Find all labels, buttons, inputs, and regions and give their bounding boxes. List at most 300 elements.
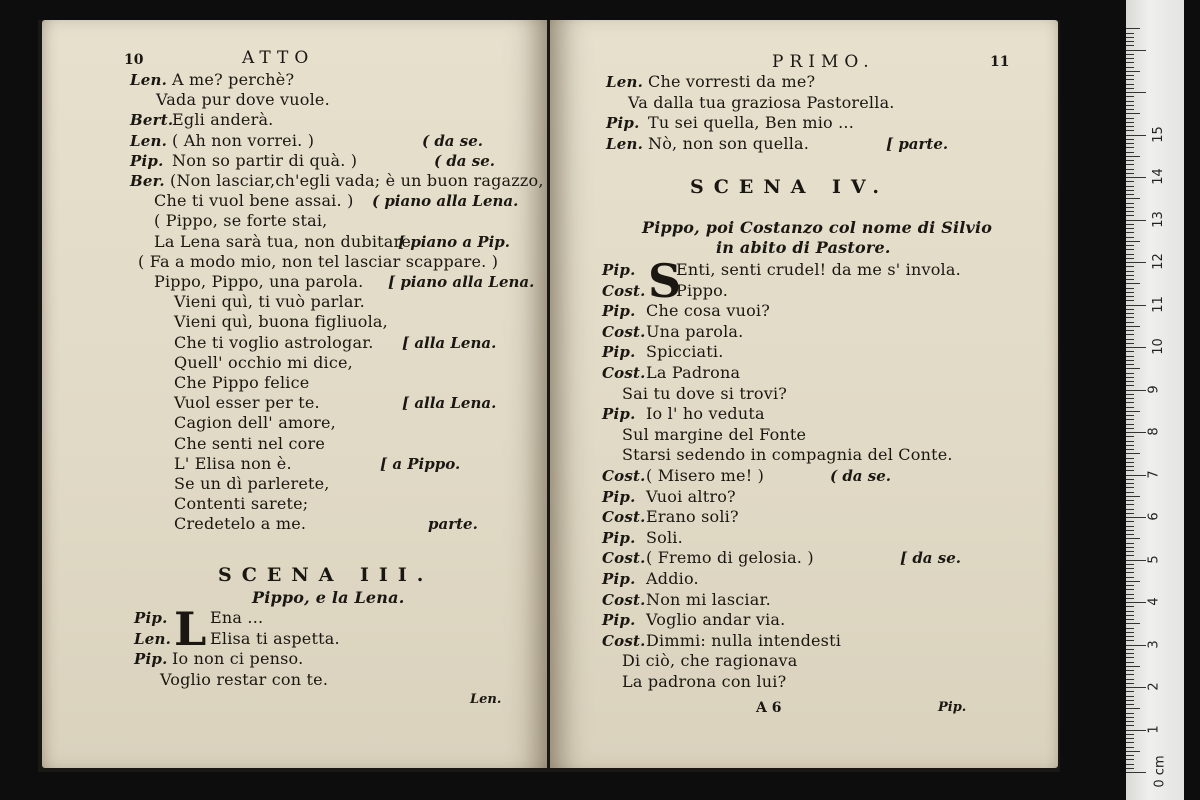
stage-direction: ( da se. [434,151,495,170]
ruler-tick [1126,428,1134,429]
ruler-tick [1126,602,1146,603]
ruler-tick [1126,84,1134,85]
ruler-tick [1126,572,1134,573]
left-page [42,20,547,768]
ruler-tick [1126,224,1134,225]
speaker-label: Pip. [134,609,168,627]
verse-line: Vada pur dove vuole. [156,90,330,110]
ruler-tick [1126,594,1134,595]
verse-line: Enti, senti crudel! da me s' invola. [676,260,961,279]
ruler-tick [1126,564,1134,565]
speaker-label: Cost. [602,322,646,341]
verse-line: Non so partir di quà. ) [172,150,358,170]
stage-direction: [ a Pippo. [380,454,461,473]
ruler-number: 1 [1146,724,1162,734]
ruler-tick [1126,28,1140,29]
verse-line: Se un dì parlerete, [174,474,330,493]
ruler-tick [1126,772,1146,773]
ruler-tick [1126,343,1134,344]
ruler-tick [1126,407,1134,408]
ruler-tick [1126,577,1134,578]
ruler-tick [1126,88,1134,89]
ruler-tick [1126,449,1134,450]
ruler-tick [1126,96,1134,97]
ruler-number: 3 [1146,639,1162,649]
ruler-number: 11 [1150,295,1166,313]
verse-line: ( Fa a modo mio, non tel lasciar scappare. ) [138,251,499,271]
verse-line: Credetelo a me. [174,514,307,534]
ruler-tick [1126,487,1134,488]
speaker-label: Pip. [134,650,168,668]
verse-line: La Padrona [646,363,741,382]
verse-line: Voglio andar via. [646,610,786,630]
speaker-label: Cost. [602,508,646,527]
ruler-tick [1126,41,1134,42]
verse-line: Pippo. [676,280,729,300]
speaker-label: Pip. [602,570,636,588]
speaker-label: Cost. [602,364,646,382]
speaker-label: Len. [130,71,168,89]
verse-line: Che ti vuol bene assai. ) [154,191,354,211]
speaker-label: Cost. [602,467,646,485]
ruler-tick [1126,339,1134,340]
catchword: Len. [470,692,502,707]
verse-line: Che vorresti da me? [648,72,816,91]
ruler-tick [1126,164,1134,165]
ruler-tick [1126,543,1134,544]
ruler-tick [1126,147,1134,148]
ruler-tick [1126,738,1134,739]
ruler-tick [1126,704,1134,705]
ruler-tick [1126,377,1134,378]
ruler-tick [1126,364,1134,365]
ruler-tick [1126,534,1134,535]
ruler-tick [1126,368,1140,369]
ruler-tick [1126,598,1134,599]
ruler-tick [1126,169,1134,170]
stage-direction: [ piano alla Lena. [388,273,535,291]
ruler-tick [1126,326,1140,327]
ruler-tick [1126,283,1140,284]
ruler-tick [1126,653,1134,654]
ruler-tick [1126,215,1134,216]
signature-mark: A 6 [756,700,782,716]
ruler-tick [1126,79,1134,80]
ruler-tick [1126,453,1140,454]
ruler-tick [1126,441,1134,442]
ruler-tick [1126,152,1134,153]
ruler-tick [1126,509,1134,510]
scene-heading: SCENA IV. [690,176,889,198]
ruler-tick [1126,628,1134,629]
ruler-tick [1126,58,1134,59]
ruler-number: 15 [1150,125,1166,143]
verse-line: Non mi lasciar. [646,589,771,609]
ruler-number: 2 [1146,682,1162,691]
ruler-tick [1126,313,1134,314]
scene-characters: Pippo, poi Costanzo col nome di Silvio [642,218,993,237]
drop-capital: S [648,254,682,308]
ruler-tick [1126,126,1134,127]
ruler-tick [1126,373,1134,374]
verse-line: Che ti voglio astrologar. [174,332,374,352]
ruler-tick [1126,759,1134,760]
ruler-tick [1126,262,1146,263]
page-number: 11 [990,54,1010,70]
ruler-tick [1126,130,1134,131]
ruler-tick [1126,305,1146,306]
ruler-tick [1126,334,1134,335]
ruler-tick [1126,360,1134,361]
ruler-tick [1126,623,1140,624]
ruler-tick [1126,50,1146,51]
ruler-tick [1126,143,1134,144]
verse-line: Elisa ti aspetta. [210,628,340,648]
ruler-tick [1126,37,1134,38]
ruler-tick [1126,687,1146,688]
verse-line: L' Elisa non è. [174,453,292,473]
ruler-tick [1126,62,1134,63]
verse-line: Addio. [646,569,699,588]
ruler-tick [1126,734,1134,735]
verse-line: Che Pippo felice [174,373,310,392]
ruler-tick [1126,725,1134,726]
ruler-tick [1126,670,1134,671]
verse-line: Cagion dell' amore, [174,413,336,433]
ruler-tick [1126,475,1146,476]
ruler-tick [1126,381,1134,382]
ruler-tick [1126,649,1134,650]
drop-capital: L [174,602,207,656]
ruler-tick [1126,398,1134,399]
ruler-tick [1126,173,1134,174]
ruler-tick [1126,275,1134,276]
ruler-tick [1126,296,1134,297]
verse-line: Una parola. [646,321,744,341]
ruler-tick [1126,254,1134,255]
ruler-tick [1126,394,1134,395]
ruler-tick [1126,288,1134,289]
ruler-tick [1126,530,1134,531]
ruler-tick [1126,194,1134,195]
ruler-tick [1126,645,1146,646]
ruler-tick [1126,75,1134,76]
verse-line: Starsi sedendo in compagnia del Conte. [622,445,953,465]
ruler-tick [1126,419,1134,420]
ruler-tick [1126,45,1134,46]
ruler-tick [1126,666,1140,667]
verse-line: Egli anderà. [172,110,274,130]
ruler-tick [1126,717,1134,718]
ruler-tick [1126,118,1134,119]
ruler-tick [1126,186,1134,187]
ruler-tick [1126,92,1146,93]
ruler-tick [1126,560,1146,561]
ruler-tick [1126,513,1134,514]
speaker-label: Pip. [602,487,636,506]
ruler-tick [1126,71,1140,72]
catchword: Pip. [938,700,967,715]
ruler-tick [1126,747,1134,748]
ruler-tick [1126,207,1134,208]
verse-line: Ena ... [210,608,264,627]
ruler-tick [1126,322,1134,323]
ruler-tick [1126,266,1134,267]
verse-line: Nò, non son quella. [648,133,810,153]
ruler-tick [1126,237,1134,238]
ruler-tick [1126,708,1140,709]
ruler-tick [1126,271,1134,272]
stage-direction: ( da se. [422,131,483,150]
stage-direction: [ alla Lena. [402,333,497,352]
speaker-label: Pip. [130,151,164,170]
ruler-tick [1126,521,1134,522]
ruler-number: 12 [1150,253,1166,270]
speaker-label: Pip. [606,114,640,132]
ruler-tick [1126,526,1134,527]
verse-line: ( Pippo, se forte stai, [154,211,328,231]
verse-line: Spicciati. [646,342,724,362]
speaker-label: Pip. [602,405,636,424]
ruler-number: 10 [1150,338,1166,355]
ruler-tick [1126,500,1134,501]
ruler-tick [1126,181,1134,182]
ruler-tick [1126,721,1134,722]
ruler-tick [1126,351,1134,352]
ruler-tick [1126,249,1134,250]
ruler-tick [1126,657,1134,658]
ruler-tick [1126,436,1134,437]
ruler-tick [1126,309,1134,310]
verse-line: ( Misero me! ) [646,466,765,485]
speaker-label: Pip. [602,611,636,630]
ruler-tick [1126,551,1134,552]
ruler-tick [1126,33,1134,34]
scene-heading: SCENA III. [218,564,434,586]
ruler-tick [1126,347,1146,348]
ruler-tick [1126,445,1134,446]
verse-line: Sul margine del Fonte [622,424,807,444]
ruler-tick [1126,640,1134,641]
stage-direction: parte. [428,515,478,534]
verse-line: Che senti nel core [174,433,326,453]
speaker-label: Len. [134,629,172,648]
ruler-tick [1126,241,1140,242]
ruler-tick [1126,402,1134,403]
ruler-tick [1126,220,1146,221]
ruler-tick [1126,356,1134,357]
stage-direction: [ alla Lena. [402,394,497,413]
ruler-tick [1126,496,1140,497]
stage-direction: [ da se. [900,549,961,568]
verse-line: Pippo, Pippo, una parola. [154,272,364,291]
speaker-label: Pip. [602,343,636,362]
ruler-tick [1126,691,1134,692]
page-number: 10 [124,52,144,68]
ruler-tick [1126,67,1134,68]
ruler-number: 6 [1146,512,1162,521]
speaker-label: Pip. [602,261,636,279]
verse-line: Vuoi altro? [646,486,736,506]
ruler-tick [1126,700,1134,701]
ruler-tick [1126,517,1146,518]
ruler-number: 4 [1146,597,1162,606]
ruler-tick [1126,615,1134,616]
ruler-tick [1126,751,1140,752]
ruler-tick [1126,755,1134,756]
speaker-label: Pip. [602,528,636,547]
ruler-number: 13 [1150,210,1166,228]
speaker-label: Len. [606,134,644,153]
verse-line: Di ciò, che ragionava [622,651,798,671]
ruler-tick [1126,156,1140,157]
running-head: PRIMO. [772,52,875,72]
ruler-tick [1126,190,1134,191]
ruler-number: 7 [1146,469,1162,479]
ruler-tick [1126,470,1134,471]
scene-characters: Pippo, e la Lena. [252,588,405,607]
ruler-tick [1126,198,1140,199]
ruler-tick [1126,462,1134,463]
ruler-tick [1126,636,1134,637]
ruler-tick [1126,135,1146,136]
ruler-tick [1126,483,1134,484]
measuring-ruler [1126,0,1184,800]
ruler-tick [1126,385,1134,386]
ruler-tick [1126,674,1134,675]
ruler-tick [1126,632,1134,633]
verse-line: La Lena sarà tua, non dubitare. [154,231,417,251]
ruler-tick [1126,177,1146,178]
ruler-number: 5 [1146,554,1162,564]
ruler-tick [1126,662,1134,663]
ruler-tick [1126,730,1146,731]
ruler-tick [1126,109,1134,110]
ruler-tick [1126,203,1134,204]
ruler-tick [1126,683,1134,684]
verse-line: Quell' occhio mi dice, [174,352,353,372]
stage-direction: ( piano alla Lena. [372,192,519,211]
ruler-tick [1126,160,1134,161]
speaker-label: Bert. [130,111,174,130]
stage-direction: [ parte. [886,134,949,153]
ruler-tick [1126,122,1134,123]
ruler-tick [1126,713,1134,714]
verse-line: Erano soli? [646,507,739,527]
verse-line: Vieni quì, buona figliuola, [174,312,388,332]
verse-line: Soli. [646,527,683,547]
ruler-tick [1126,764,1134,765]
verse-line: Contenti sarete; [174,494,309,514]
ruler-tick [1126,390,1146,391]
ruler-tick [1126,292,1134,293]
verse-line: (Non lasciar,ch'egli vada; è un buon ragazzo, [170,171,544,190]
ruler-number: 14 [1150,168,1166,185]
speaker-label: Ber. [130,172,165,190]
right-page [550,20,1058,768]
verse-line: Dimmi: nulla intendesti [646,630,842,650]
ruler-unit-label: 0 cm [1152,755,1168,788]
ruler-tick [1126,466,1134,467]
scene-characters: in abito di Pastore. [716,238,891,257]
ruler-number: 9 [1146,384,1162,394]
speaker-label: Len. [606,73,644,91]
speaker-label: Cost. [602,590,646,609]
ruler-tick [1126,611,1134,612]
ruler-tick [1126,432,1146,433]
ruler-tick [1126,479,1134,480]
ruler-tick [1126,228,1134,229]
ruler-tick [1126,245,1134,246]
ruler-tick [1126,581,1140,582]
ruler-tick [1126,211,1134,212]
ruler-tick [1126,619,1134,620]
verse-line: ( Fremo di gelosia. ) [646,548,814,568]
ruler-tick [1126,101,1134,102]
verse-line: A me? perchè? [172,70,295,89]
verse-line: Io l' ho veduta [646,404,765,424]
ruler-tick [1126,547,1134,548]
ruler-tick [1126,568,1134,569]
ruler-tick [1126,113,1140,114]
verse-line: La padrona con lui? [622,672,787,691]
ruler-tick [1126,317,1134,318]
ruler-number: 8 [1146,427,1162,436]
ruler-tick [1126,279,1134,280]
ruler-tick [1126,504,1134,505]
ruler-tick [1126,679,1134,680]
speaker-label: Pip. [602,302,636,321]
verse-line: Tu sei quella, Ben mio ... [648,113,854,132]
ruler-tick [1126,411,1140,412]
ruler-tick [1126,589,1134,590]
ruler-tick [1126,232,1134,233]
verse-line: Sai tu dove si trovi? [622,383,788,403]
ruler-tick [1126,742,1134,743]
verse-line: ( Ah non vorrei. ) [172,130,315,150]
ruler-tick [1126,300,1134,301]
ruler-tick [1126,606,1134,607]
ruler-tick [1126,105,1134,106]
verse-line: Voglio restar con te. [160,669,329,689]
ruler-tick [1126,424,1134,425]
ruler-tick [1126,492,1134,493]
verse-line: Vuol esser per te. [174,393,320,413]
verse-line: Vieni quì, ti vuò parlar. [174,292,365,312]
ruler-tick [1126,458,1134,459]
running-head: ATTO [242,48,315,68]
ruler-tick [1126,585,1134,586]
speaker-label: Cost. [602,281,646,300]
ruler-tick [1126,768,1134,769]
speaker-label: Cost. [602,549,646,568]
ruler-tick [1126,538,1140,539]
ruler-tick [1126,555,1134,556]
ruler-tick [1126,415,1134,416]
ruler-tick [1126,330,1134,331]
ruler-tick [1126,258,1134,259]
stage-direction: [ piano a Pip. [398,232,510,251]
ruler-tick [1126,54,1134,55]
stage-direction: ( da se. [830,467,891,485]
ruler-tick [1126,139,1134,140]
speaker-label: Cost. [602,631,646,650]
verse-line: Io non ci penso. [172,649,304,668]
ruler-tick [1126,696,1134,697]
verse-line: Che cosa vuoi? [646,301,771,321]
open-book [38,20,1060,772]
speaker-label: Len. [130,131,168,150]
